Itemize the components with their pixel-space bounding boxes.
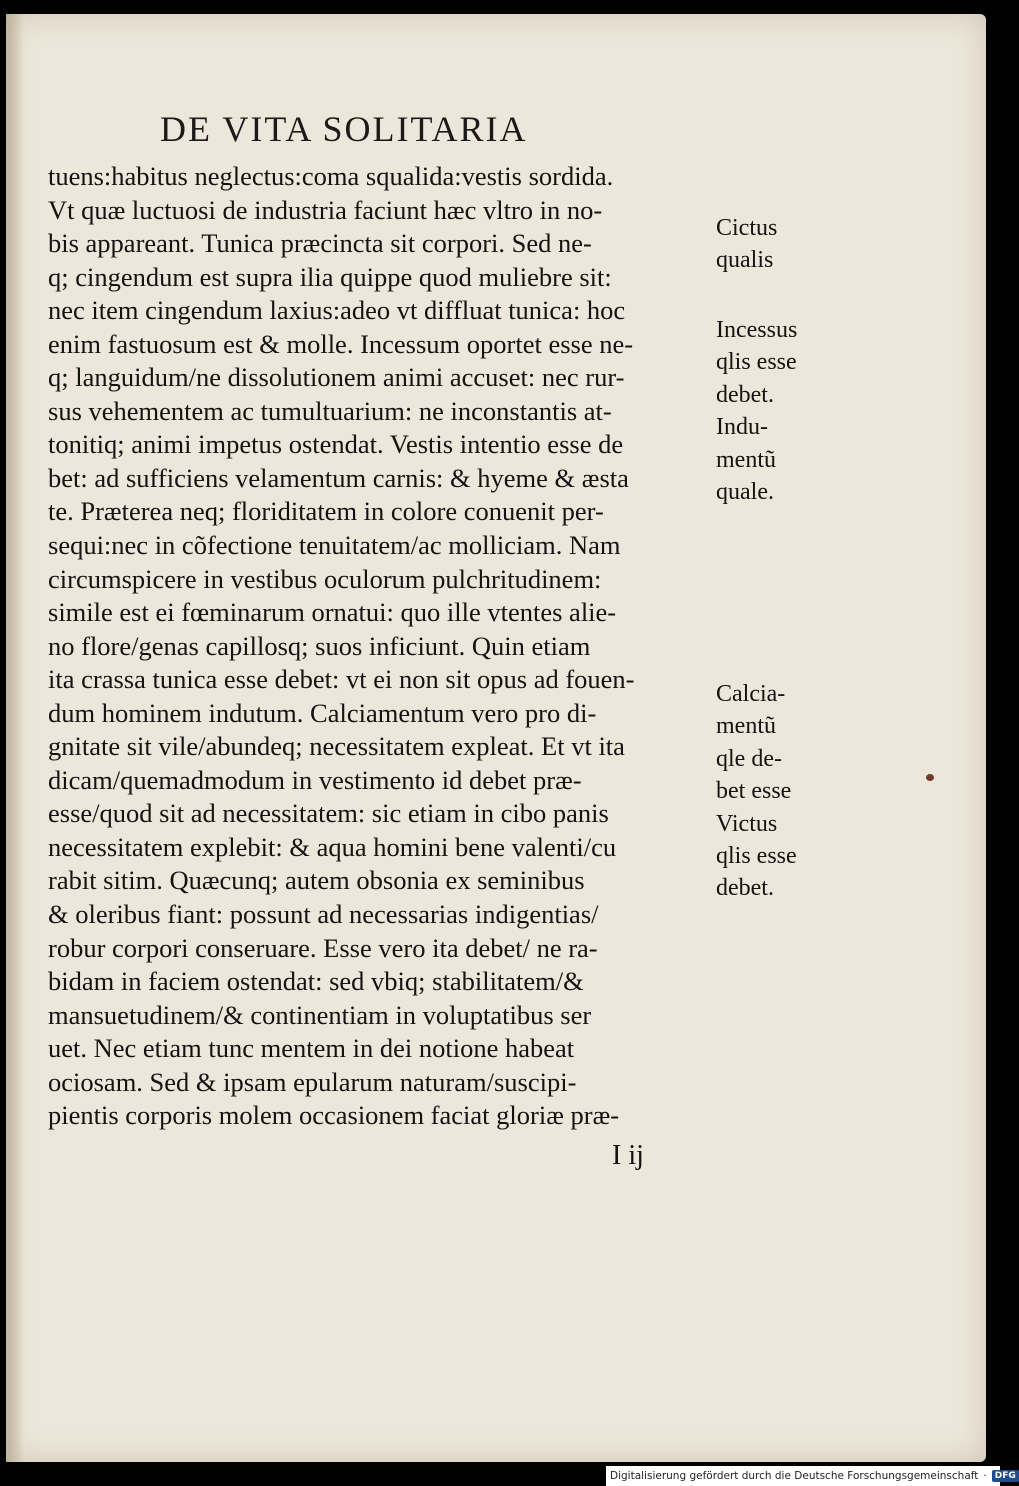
text-line: gnitate sit vile/abundeq; necessitatem expleat. Et vt ita [48, 731, 625, 762]
text-line: q; languidum/ne dissolutionem animi accuset: nec rur- [48, 362, 625, 393]
text-line: no flore/genas capillosq; suos inficiunt. Quin etiam [48, 630, 591, 661]
margin-note-line: qle de- [716, 745, 782, 772]
text-line: dum hominem indutum. Calciamentum vero pro di- [48, 697, 597, 728]
margin-note-line: Indu- [716, 414, 768, 441]
text-line: pientis corporis molem occasionem faciat gloriæ præ- [48, 1100, 620, 1131]
text-line: rabit sitim. Quæcunq; autem obsonia ex seminibus [48, 865, 585, 896]
footer-text: Digitalisierung gefördert durch die Deutsche Forschungsgemeinschaft [610, 1470, 979, 1482]
margin-note-line: debet. [716, 381, 774, 408]
text-line: bis appareant. Tunica præcincta sit corpori. Sed ne- [48, 228, 592, 259]
text-line: Vt quæ luctuosi de industria faciunt hæc vltro in no- [48, 194, 603, 225]
margin-note-line: Victus [716, 810, 778, 837]
text-line: ociosam. Sed & ipsam epularum naturam/suscipi- [48, 1066, 577, 1097]
running-head: DE VITA SOLITARIA [160, 109, 528, 149]
text-line: ita crassa tunica esse debet: vt ei non sit opus ad fouen- [48, 664, 635, 695]
margin-note-line: quale. [716, 478, 774, 505]
margin-note-line: qlis esse [716, 349, 797, 376]
margin-note-line: Incessus [716, 317, 798, 343]
text-line: mansuetudinem/& continentiam in voluptatibus ser [48, 999, 592, 1030]
text-line: & oleribus fiant: possunt ad necessarias indigentias/ [48, 899, 599, 930]
margin-note-line: mentũ [716, 713, 776, 740]
body-text [48, 160, 716, 1133]
margin-note-line: bet esse [716, 778, 792, 805]
text-line: q; cingendum est supra ilia quippe quod muliebre sit: [48, 261, 612, 292]
ink-spot [926, 774, 934, 781]
digitization-footer: Digitalisierung gefördert durch die Deutsche Forschungsgemeinschaft · DFG [606, 1466, 1000, 1486]
margin-note-line: qlis esse [716, 842, 797, 869]
text-line: robur corpori conseruare. Esse vero ita debet/ ne ra- [48, 932, 598, 963]
margin-note-incessus [716, 314, 797, 508]
page-gutter-shadow [6, 14, 24, 1462]
text-line: sequi:nec in cõfectione tenuitatem/ac molliciam. Nam [48, 530, 621, 561]
text-line: bet: ad sufficiens velamentum carnis: & hyeme & æsta [48, 462, 629, 493]
folio-signature: I ij [612, 1140, 644, 1171]
text-line: dicam/quemadmodum in vestimento id debet præ- [48, 764, 582, 795]
margin-note-line: debet. [716, 875, 774, 902]
text-line: tuens:habitus neglectus:coma squalida:vestis sordida. [48, 161, 614, 191]
margin-note-line: qualis [716, 247, 774, 274]
margin-note-cictus [716, 212, 777, 277]
margin-note-calciamentum [716, 678, 797, 905]
text-line: uet. Nec etiam tunc mentem in dei notione habeat [48, 1033, 575, 1064]
text-line: esse/quod sit ad necessitatem: sic etiam in cibo panis [48, 798, 609, 829]
text-line: circumspicere in vestibus oculorum pulchritudinem: [48, 563, 602, 594]
margin-note-line: mentũ [716, 446, 776, 473]
text-line: bidam in faciem ostendat: sed vbiq; stabilitatem/& [48, 966, 584, 997]
margin-note-line: Calcia- [716, 681, 786, 707]
text-line: necessitatem explebit: & aqua homini bene valenti/cu [48, 831, 617, 862]
dfg-logo: DFG [992, 1470, 1019, 1482]
text-line: tonitiq; animi impetus ostendat. Vestis intentio esse de [48, 429, 624, 460]
text-line: nec item cingendum laxius:adeo vt diffluat tunica: hoc [48, 295, 626, 326]
text-line: sus vehementem ac tumultuarium: ne inconstantis at- [48, 395, 612, 426]
margin-note-line: Cictus [716, 215, 778, 241]
text-line: te. Præterea neq; floriditatem in colore conuenit per- [48, 496, 604, 527]
text-line: enim fastuosum est & molle. Incessum oportet esse ne- [48, 328, 634, 359]
text-line: simile est ei fœminarum ornatui: quo ille vtentes alie- [48, 597, 617, 628]
